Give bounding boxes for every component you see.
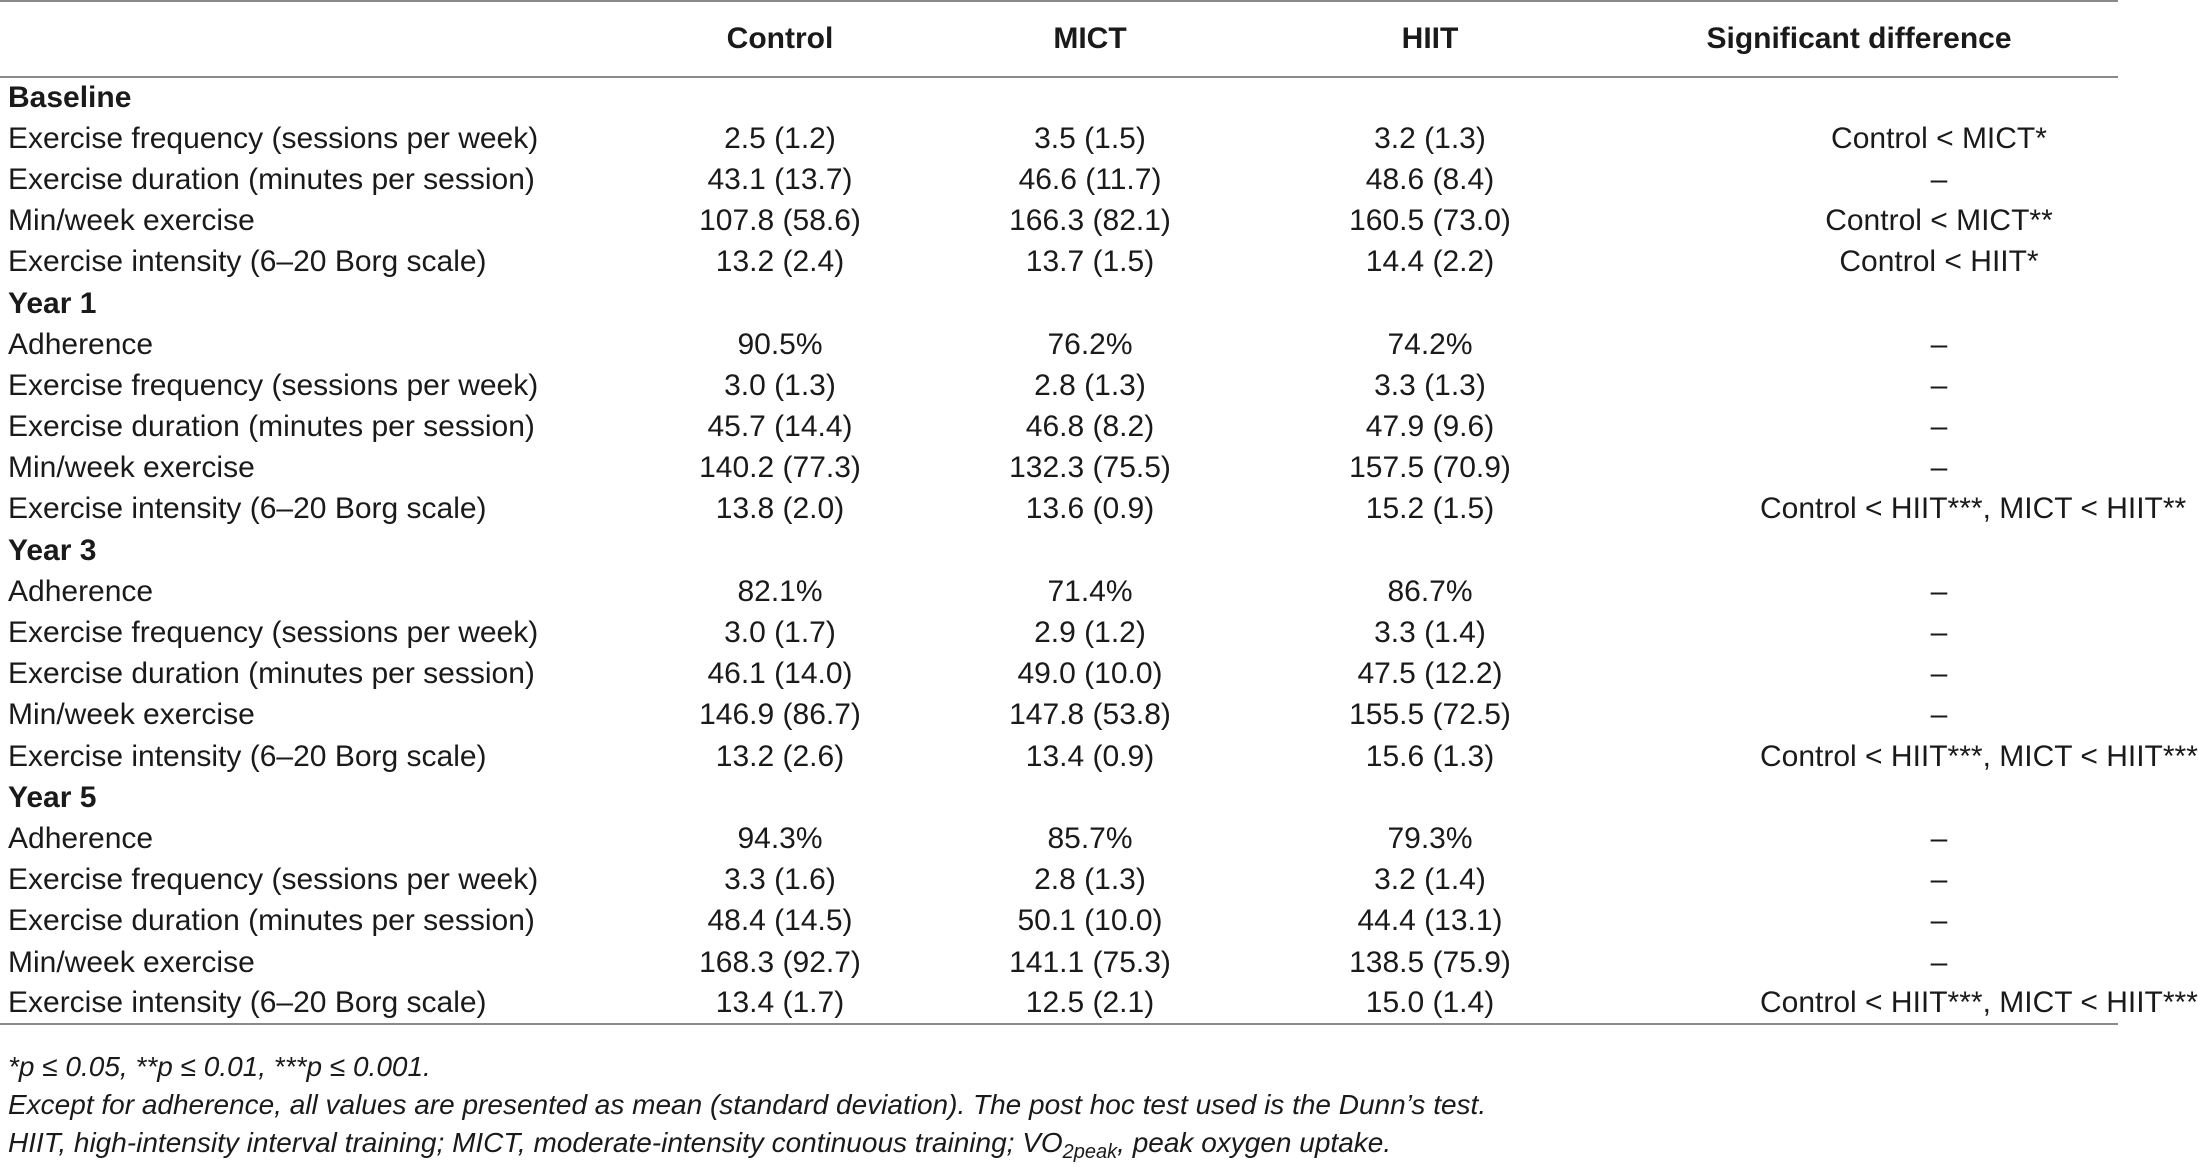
table-row [0, 118, 2118, 159]
row-label-cell: Adherence [8, 821, 154, 855]
significant-difference-cell: – [1930, 821, 1948, 855]
mict-value-cell: 13.7 (1.5) [1025, 245, 1155, 279]
hiit-value-cell: 86.7% [1387, 574, 1473, 608]
control-value-cell: 43.1 (13.7) [707, 162, 853, 196]
row-label-cell: Exercise intensity (6–20 Borg scale) [8, 739, 487, 773]
significant-difference-cell: – [1930, 698, 1948, 732]
header-cell-label [0, 1, 640, 77]
footnote-abbreviations [8, 1124, 1486, 1162]
hiit-value-cell: 48.6 (8.4) [1365, 162, 1495, 196]
section-header-row [0, 530, 2118, 571]
mict-value-cell: 2.8 (1.3) [1034, 863, 1146, 897]
section-title: Year 5 [8, 780, 97, 814]
hiit-value-cell: 44.4 (13.1) [1357, 904, 1503, 938]
mict-value-cell: 2.8 (1.3) [1034, 368, 1146, 402]
mict-value-cell: 71.4% [1047, 574, 1133, 608]
header-row [0, 1, 2118, 77]
section-header-row [0, 777, 2118, 818]
significant-difference-cell: – [1930, 327, 1948, 361]
significant-difference-cell: – [1930, 863, 1948, 897]
significant-difference-cell: Control < HIIT***, MICT < HIIT*** [1760, 739, 2198, 773]
table-row [0, 860, 2118, 901]
hiit-value-cell: 47.5 (12.2) [1357, 657, 1503, 691]
table-row [0, 159, 2118, 200]
significant-difference-cell: – [1930, 368, 1948, 402]
control-value-cell: 2.5 (1.2) [724, 121, 836, 155]
control-value-cell: 146.9 (86.7) [699, 698, 861, 732]
mict-value-cell: 147.8 (53.8) [1009, 698, 1171, 732]
mict-value-cell: 13.4 (0.9) [1025, 739, 1155, 773]
mict-value-cell: 2.9 (1.2) [1034, 616, 1146, 650]
hiit-value-cell: 160.5 (73.0) [1349, 204, 1511, 238]
significant-difference-cell: Control < HIIT* [1839, 245, 2039, 279]
footnote-values-note: Except for adherence, all values are presented as mean (standard deviation). The post hoc test used is the Dunn’s test. [8, 1089, 1487, 1120]
mict-value-cell: 46.8 (8.2) [1025, 410, 1155, 444]
header-cell-mict: MICT [920, 1, 1260, 77]
mict-value-cell: 166.3 (82.1) [1009, 204, 1171, 238]
hiit-value-cell: 138.5 (75.9) [1349, 945, 1511, 979]
table-row [0, 612, 2118, 653]
table-row [0, 654, 2118, 695]
table-footnotes [8, 1048, 1486, 1162]
control-value-cell: 13.2 (2.4) [715, 245, 845, 279]
row-label-cell: Min/week exercise [8, 698, 255, 732]
header-cell-control: Control [640, 1, 920, 77]
hiit-value-cell: 3.3 (1.4) [1374, 616, 1486, 650]
hiit-value-cell: 15.2 (1.5) [1365, 492, 1495, 526]
mict-value-cell: 46.6 (11.7) [1018, 162, 1162, 196]
mict-value-cell: 141.1 (75.3) [1009, 945, 1171, 979]
significant-difference-cell: Control < MICT* [1831, 121, 2047, 155]
table-row [0, 201, 2118, 242]
significant-difference-cell: – [1930, 574, 1948, 608]
significant-difference-cell: – [1930, 451, 1948, 485]
row-label-cell: Min/week exercise [8, 204, 255, 238]
control-value-cell: 82.1% [737, 574, 823, 608]
row-label-cell: Exercise frequency (sessions per week) [8, 368, 539, 402]
row-label-cell: Exercise intensity (6–20 Borg scale) [0, 983, 640, 1024]
significant-difference-cell: Control < MICT** [1825, 204, 2053, 238]
table-row [0, 571, 2118, 612]
section-title: Year 3 [8, 533, 97, 567]
significant-difference-cell: – [1930, 616, 1948, 650]
row-label-cell: Exercise frequency (sessions per week) [8, 863, 539, 897]
row-label-cell: Exercise intensity (6–20 Borg scale) [8, 492, 487, 526]
mict-value-cell: 3.5 (1.5) [1034, 121, 1146, 155]
control-value-cell: 13.8 (2.0) [715, 492, 845, 526]
table-row [0, 818, 2118, 859]
footnote-abbrev-suffix: , peak oxygen uptake. [1117, 1127, 1392, 1158]
hiit-value-cell: 3.2 (1.3) [1374, 121, 1486, 155]
table-row [0, 489, 2118, 530]
table-row [0, 242, 2118, 283]
row-label-cell: Adherence [8, 327, 154, 361]
control-value-cell: 94.3% [737, 821, 823, 855]
mict-value-cell: 13.6 (0.9) [1025, 492, 1155, 526]
row-label-cell: Exercise frequency (sessions per week) [8, 616, 539, 650]
hiit-value-cell: 157.5 (70.9) [1349, 451, 1511, 485]
table-row [0, 695, 2118, 736]
mict-value-cell: 132.3 (75.5) [1009, 451, 1171, 485]
footnote-abbrev-subscript: 2peak [1062, 1141, 1118, 1163]
table-row [0, 901, 2118, 942]
table-header [0, 1, 2118, 77]
control-value-cell: 13.2 (2.6) [715, 739, 845, 773]
hiit-value-cell: 74.2% [1387, 327, 1473, 361]
control-value-cell: 45.7 (14.4) [707, 410, 853, 444]
hiit-value-cell: 15.6 (1.3) [1365, 739, 1495, 773]
section-header-row [0, 283, 2118, 324]
mict-value-cell: 12.5 (2.1) [920, 983, 1260, 1024]
control-value-cell: 168.3 (92.7) [699, 945, 861, 979]
significant-difference-cell: – [1930, 410, 1948, 444]
row-label-cell: Exercise frequency (sessions per week) [8, 121, 539, 155]
section-title: Year 1 [8, 286, 97, 320]
section-title: Baseline [8, 81, 132, 115]
control-value-cell: 3.0 (1.7) [724, 616, 836, 650]
significant-difference-cell: – [1930, 945, 1948, 979]
significant-difference-cell: – [1930, 904, 1948, 938]
control-value-cell: 13.4 (1.7) [640, 983, 920, 1024]
hiit-value-cell: 155.5 (72.5) [1349, 698, 1511, 732]
table-row [0, 407, 2118, 448]
hiit-value-cell: 79.3% [1387, 821, 1473, 855]
table-row [0, 448, 2118, 489]
mict-value-cell: 85.7% [1047, 821, 1133, 855]
table-row [0, 983, 2118, 1024]
footnote-abbrev-prefix: HIIT, high-intensity interval training; MICT, moderate-intensity continuous training; VO [8, 1127, 1063, 1158]
table-row [0, 365, 2118, 406]
control-value-cell: 48.4 (14.5) [707, 904, 853, 938]
control-value-cell: 3.0 (1.3) [724, 368, 836, 402]
table-row [0, 942, 2118, 983]
row-label-cell: Exercise duration (minutes per session) [8, 904, 535, 938]
table-row [0, 324, 2118, 365]
row-label-cell: Min/week exercise [8, 451, 255, 485]
control-value-cell: 140.2 (77.3) [699, 451, 861, 485]
control-value-cell: 107.8 (58.6) [699, 204, 861, 238]
header-cell-significant-difference: Significant difference [1600, 1, 2118, 77]
hiit-value-cell: 14.4 (2.2) [1365, 245, 1495, 279]
hiit-value-cell: 47.9 (9.6) [1365, 410, 1495, 444]
row-label-cell: Exercise duration (minutes per session) [8, 657, 535, 691]
significant-difference-cell: Control < HIIT***, MICT < HIIT** [1760, 492, 2187, 526]
section-header-row [0, 77, 2118, 118]
row-label-cell: Min/week exercise [8, 945, 255, 979]
header-cell-hiit: HIIT [1260, 1, 1600, 77]
row-label-cell: Exercise duration (minutes per session) [8, 410, 535, 444]
control-value-cell: 46.1 (14.0) [707, 657, 853, 691]
hiit-value-cell: 15.0 (1.4) [1260, 983, 1600, 1024]
hiit-value-cell: 3.2 (1.4) [1374, 863, 1486, 897]
control-value-cell: 3.3 (1.6) [724, 863, 836, 897]
mict-value-cell: 76.2% [1047, 327, 1133, 361]
row-label-cell: Exercise intensity (6–20 Borg scale) [8, 245, 487, 279]
table-body [0, 77, 2198, 1024]
significant-difference-cell: – [1930, 657, 1948, 691]
row-label-cell: Exercise duration (minutes per session) [8, 162, 535, 196]
mict-value-cell: 49.0 (10.0) [1017, 657, 1163, 691]
mict-value-cell: 50.1 (10.0) [1017, 904, 1163, 938]
significant-difference-cell: Control < HIIT***, MICT < HIIT*** [1600, 983, 2118, 1024]
table-row [0, 736, 2118, 777]
control-value-cell: 90.5% [737, 327, 823, 361]
hiit-value-cell: 3.3 (1.3) [1374, 368, 1486, 402]
footnote-significance: *p ≤ 0.05, **p ≤ 0.01, ***p ≤ 0.001. [8, 1051, 431, 1082]
row-label-cell: Adherence [8, 574, 154, 608]
significant-difference-cell: – [1930, 162, 1948, 196]
